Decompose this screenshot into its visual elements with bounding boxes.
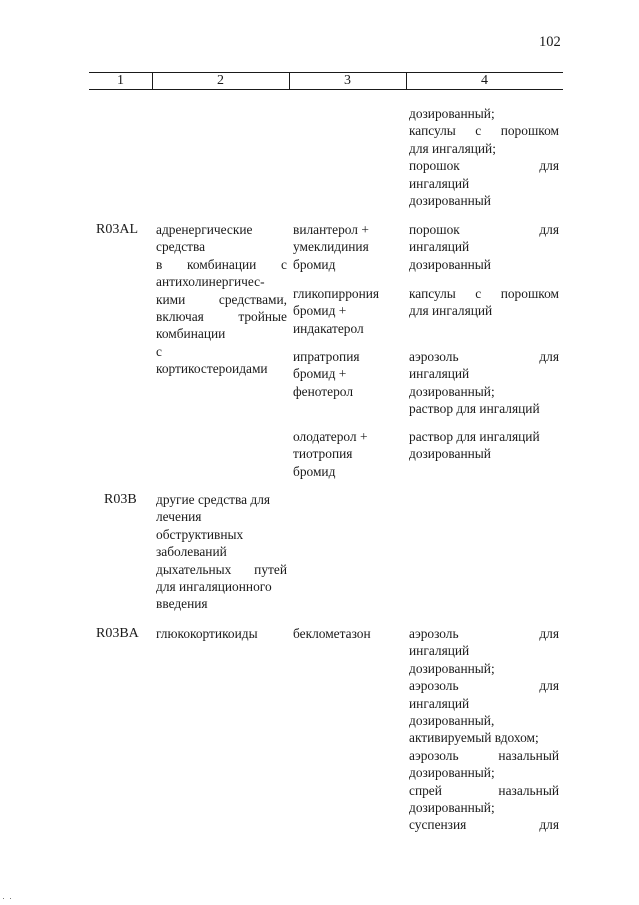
header-col-2: 2 <box>217 73 224 88</box>
substance-cell <box>293 348 360 400</box>
text-line: ингаляций <box>409 175 470 191</box>
text-line: ингаляций <box>409 695 470 711</box>
header-col-3: 3 <box>344 73 351 88</box>
text-line: аэрозоль для <box>409 678 559 694</box>
text-line: дозированный; <box>409 660 495 676</box>
header-col-4: 4 <box>481 73 488 88</box>
forms-cell <box>409 428 559 463</box>
text-line: дозированный; <box>409 106 495 121</box>
atc-code: R03AL <box>96 222 138 237</box>
text-line: порошок для <box>409 158 559 174</box>
text-line: дозированный <box>409 193 491 209</box>
substance-cell <box>293 285 379 337</box>
text-line: глюкокортикоиды <box>156 626 258 641</box>
text-line: бромид + <box>293 303 347 319</box>
text-line: спрей назальный <box>409 782 559 798</box>
text-line: кортикостероидами <box>156 361 268 377</box>
text-line: умеклидиния <box>293 239 369 255</box>
forms-cell <box>409 105 559 209</box>
substance-cell <box>293 221 369 273</box>
substance-cell <box>293 428 368 480</box>
group-cell <box>156 491 287 613</box>
text-line: тиотропия <box>293 446 353 462</box>
text-line: вилантерол + <box>293 222 369 237</box>
text-line: другие средства для <box>156 492 271 507</box>
text-line: дозированный <box>409 446 491 462</box>
text-line: дозированный; <box>409 765 495 781</box>
text-line: суспензия для <box>409 817 559 833</box>
text-line: в комбинации с <box>156 256 287 272</box>
atc-code: R03BA <box>96 626 139 641</box>
text-line: комбинации <box>156 326 226 342</box>
text-line: адренергические <box>156 222 253 237</box>
text-line: средства <box>156 239 206 255</box>
text-line: антихолинергичес- <box>156 274 265 290</box>
text-line: дыхательных путей <box>156 561 287 577</box>
group-cell <box>156 221 287 378</box>
text-line: олодатерол + <box>293 429 368 444</box>
text-line: активируемый вдохом; <box>409 730 539 746</box>
text-line: ингаляций <box>409 643 470 659</box>
scan-mark <box>3 898 13 900</box>
text-line: обструктивных <box>156 526 244 542</box>
text-line: дозированный; <box>409 383 495 399</box>
table-header-bottom-rule <box>89 89 563 90</box>
text-line: лечения <box>156 509 202 525</box>
text-line: аэрозоль для <box>409 349 559 364</box>
forms-cell <box>409 348 559 418</box>
text-line: заболеваний <box>156 544 227 560</box>
text-line: ингаляций <box>409 366 470 382</box>
text-line: беклометазон <box>293 626 371 641</box>
substance-cell <box>293 625 371 642</box>
text-line: бромид <box>293 463 336 479</box>
page-number: 102 <box>539 34 561 50</box>
text-line: дозированный; <box>409 800 495 816</box>
text-line: для ингаляций; <box>409 140 496 156</box>
text-line: порошок для <box>409 222 559 237</box>
text-line: включая тройные <box>156 309 287 325</box>
text-line: капсулы с порошком <box>409 286 559 301</box>
forms-cell <box>409 285 559 320</box>
text-line: раствор для ингаляций <box>409 401 540 417</box>
text-line: бромид <box>293 256 336 272</box>
text-line: бромид + <box>293 366 347 382</box>
forms-cell <box>409 221 559 273</box>
text-line: с <box>156 343 162 359</box>
atc-code: R03B <box>104 492 137 507</box>
text-line: капсулы с порошком <box>409 123 559 139</box>
text-line: для ингаляций <box>409 303 493 319</box>
text-line: индакатерол <box>293 320 364 336</box>
text-line: аэрозоль назальный <box>409 747 559 763</box>
text-line: аэрозоль для <box>409 626 559 641</box>
text-line: ипратропия <box>293 349 360 364</box>
forms-cell <box>409 625 559 834</box>
text-line: дозированный, <box>409 713 495 729</box>
text-line: ингаляций <box>409 239 470 255</box>
header-col-1: 1 <box>117 73 124 88</box>
text-line: введения <box>156 596 208 612</box>
text-line: раствор для ингаляций <box>409 429 540 444</box>
text-line: фенотерол <box>293 383 353 399</box>
text-line: дозированный <box>409 256 491 272</box>
text-line: кими средствами, <box>156 291 287 307</box>
text-line: для ингаляционного <box>156 579 272 595</box>
text-line: гликопиррония <box>293 286 380 301</box>
group-cell <box>156 625 287 642</box>
